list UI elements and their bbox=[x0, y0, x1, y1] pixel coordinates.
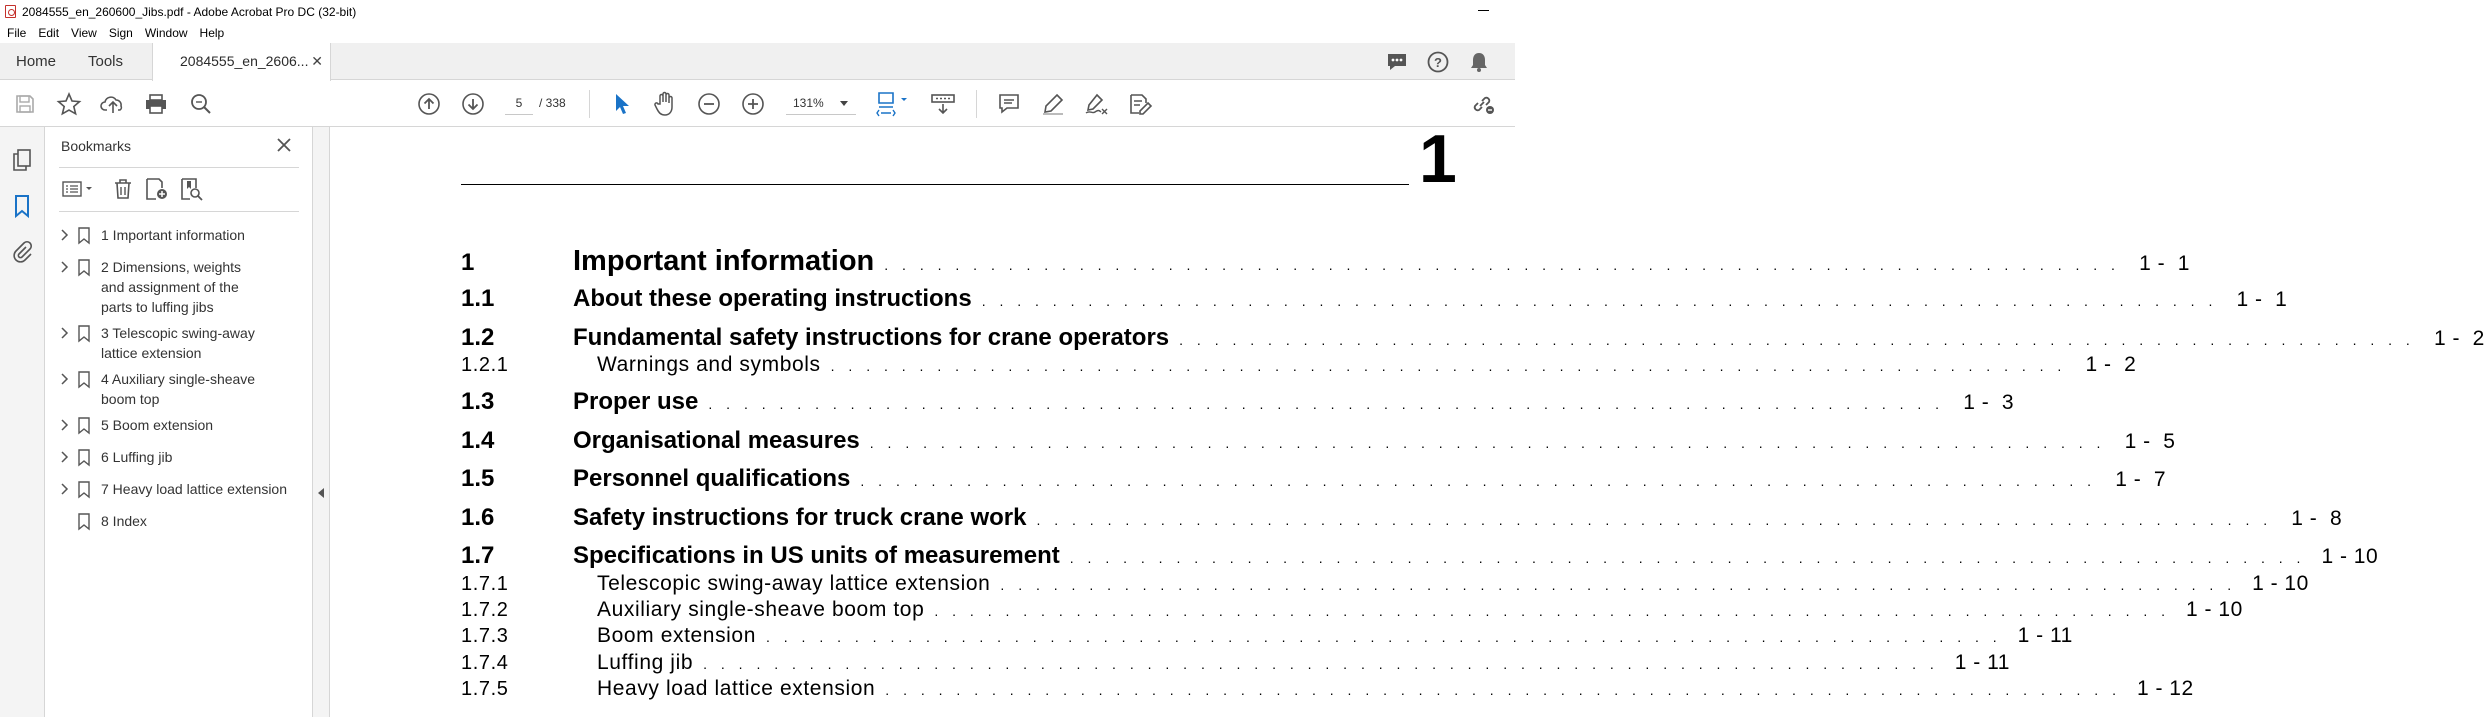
toc-leader-dots: . . . . . . . . . . . . . . . . . . . . . . . . . . . . . . . . . . . . . . . . . . . . . . . . . . . . . . . . . . . . . . . . . . . . . . bbox=[703, 656, 1939, 672]
edit-pdf-icon[interactable] bbox=[1127, 91, 1153, 117]
bookmark-icon bbox=[77, 225, 91, 245]
chevron-right-icon[interactable] bbox=[57, 369, 71, 389]
toc-entry[interactable] bbox=[461, 624, 2073, 648]
toc-page: 1 - 10 bbox=[2321, 545, 2379, 568]
document-page bbox=[331, 121, 2485, 717]
toc-entry[interactable] bbox=[461, 651, 2010, 675]
bookmarks-panel bbox=[45, 127, 313, 717]
help-icon[interactable] bbox=[1426, 50, 1450, 74]
zoom-level-select[interactable] bbox=[786, 91, 856, 115]
bookmark-label: 8 Index bbox=[101, 513, 147, 529]
page-thumbnails-icon[interactable] bbox=[10, 148, 34, 172]
menu-file[interactable]: File bbox=[7, 26, 27, 40]
bookmark-icon bbox=[77, 415, 91, 435]
toc-leader-dots: . . . . . . . . . . . . . . . . . . . . . . . . . . . . . . . . . . . . . . . . . . . . . . . . . . . . . . . . . . . . . . . . . . . . . . bbox=[934, 603, 2171, 619]
toc-leader-dots: . . . . . . . . . . . . . . . . . . . . . . . . . . . . . . . . . . . . . . . . . . . . . . . . . . . . . . . . . . . . . . . . . . . . . . bbox=[1000, 577, 2237, 593]
collapse-arrow-icon[interactable] bbox=[318, 488, 324, 498]
toc-number: 1.7 bbox=[461, 542, 495, 569]
bookmark-icon bbox=[77, 447, 91, 467]
bookmark-options-menu-icon[interactable] bbox=[59, 177, 97, 201]
chapter-number: 1 bbox=[1419, 121, 1457, 197]
bookmark-item[interactable] bbox=[57, 257, 307, 317]
toc-title: About these operating instructions bbox=[573, 285, 972, 312]
toc-number: 1.7.1 bbox=[461, 573, 509, 595]
bookmark-item[interactable] bbox=[57, 511, 307, 531]
chevron-spacer bbox=[57, 511, 71, 531]
toc-page: 1 - 8 bbox=[2291, 507, 2343, 530]
chevron-down-icon bbox=[840, 101, 848, 106]
bookmarks-panel-title: Bookmarks bbox=[61, 138, 132, 154]
toc-number: 1.5 bbox=[461, 465, 495, 492]
chevron-right-icon[interactable] bbox=[57, 225, 71, 245]
chevron-right-icon[interactable] bbox=[57, 479, 71, 499]
toc-number: 1.7.5 bbox=[461, 678, 509, 700]
toc-leader-dots: . . . . . . . . . . . . . . . . . . . . . . . . . . . . . . . . . . . . . . . . . . . . . . . . . . . . . . . . . . . . . . . . . . . . . . bbox=[830, 358, 2067, 374]
bookmark-icon bbox=[77, 323, 91, 343]
bookmark-item[interactable] bbox=[57, 415, 307, 435]
toc-entry[interactable] bbox=[461, 572, 2309, 596]
attachments-paperclip-icon[interactable] bbox=[10, 240, 34, 264]
bookmark-icon bbox=[77, 479, 91, 499]
toc-page: 1 - 2 bbox=[2433, 327, 2485, 350]
toc-page: 1 - 1 bbox=[2236, 288, 2288, 311]
draw-sign-icon[interactable] bbox=[1083, 91, 1109, 117]
star-icon[interactable] bbox=[56, 91, 82, 117]
toc-leader-dots: . . . . . . . . . . . . . . . . . . . . . . . . . . . . . . . . . . . . . . . . . . . . . . . . . . . . . . . . . . . . . . . . . . . . . . bbox=[766, 629, 2002, 645]
comment-bubble-icon[interactable] bbox=[1385, 50, 1409, 74]
window-title: 2084555_en_260600_Jibs.pdf - Adobe Acrobat Pro DC (32-bit) bbox=[22, 4, 357, 19]
share-link-icon[interactable] bbox=[1470, 91, 1496, 117]
bookmark-label: 4 Auxiliary single-sheave boom top bbox=[101, 371, 256, 407]
acrobat-file-icon bbox=[5, 5, 16, 18]
toc-number: 1 bbox=[461, 249, 475, 276]
bookmark-item[interactable] bbox=[57, 369, 307, 409]
notification-bell-icon[interactable] bbox=[1467, 50, 1491, 74]
main-toolbar bbox=[0, 81, 1515, 127]
add-comment-icon[interactable] bbox=[996, 91, 1022, 117]
fit-page-icon[interactable] bbox=[875, 91, 913, 117]
toc-leader-dots: . . . . . . . . . . . . . . . . . . . . . . . . . . . . . . . . . . . . . . . . . . . . . . . . . . . . . . . . . . . . . . . . . . . . . . bbox=[1179, 332, 2415, 348]
toc-number: 1.7.3 bbox=[461, 625, 509, 647]
previous-page-icon[interactable] bbox=[416, 91, 442, 117]
toc-number: 1.7.2 bbox=[461, 599, 509, 621]
bookmark-icon bbox=[77, 369, 91, 389]
toc-number: 1.7.4 bbox=[461, 652, 509, 674]
menu-sign[interactable]: Sign bbox=[108, 26, 133, 40]
bookmark-label: 6 Luffing jib bbox=[101, 449, 173, 465]
next-page-icon[interactable] bbox=[460, 91, 486, 117]
close-panel-icon[interactable] bbox=[275, 136, 293, 154]
toc-page: 1 - 5 bbox=[2124, 430, 2176, 453]
menu-edit[interactable]: Edit bbox=[38, 26, 60, 40]
upload-cloud-icon[interactable] bbox=[100, 91, 126, 117]
toc-title: Specifications in US units of measurement bbox=[573, 542, 1060, 569]
toc-title: Telescopic swing-away lattice extension bbox=[597, 572, 991, 595]
toc-title: Warnings and symbols bbox=[597, 353, 821, 376]
minimize-button[interactable] bbox=[1478, 10, 1489, 11]
divider bbox=[59, 167, 299, 168]
tab-document-label: 2084555_en_2606... bbox=[180, 53, 309, 69]
toc-leader-dots: . . . . . . . . . . . . . . . . . . . . . . . . . . . . . . . . . . . . . . . . . . . . . . . . . . . . . . . . . . . . . . . . . . . . . . bbox=[884, 257, 2120, 273]
toc-leader-dots: . . . . . . . . . . . . . . . . . . . . . . . . . . . . . . . . . . . . . . . . . . . . . . . . . . . . . . . . . . . . . . . . . . . . . . bbox=[869, 435, 2106, 451]
toc-number: 1.3 bbox=[461, 388, 495, 415]
toc-title: Fundamental safety instructions for crane operators bbox=[573, 324, 1170, 351]
toc-title: Boom extension bbox=[597, 624, 756, 647]
new-bookmark-icon[interactable] bbox=[144, 177, 170, 201]
tab-home[interactable]: Home bbox=[16, 53, 57, 70]
toc-page: 1 - 12 bbox=[2136, 677, 2194, 700]
select-cursor-icon[interactable] bbox=[608, 91, 634, 117]
tab-bar bbox=[0, 43, 1515, 80]
svg-text:?: ? bbox=[1434, 55, 1442, 70]
page-number-input[interactable]: 5 bbox=[505, 91, 533, 115]
chevron-right-icon[interactable] bbox=[57, 257, 71, 277]
bookmark-label: 5 Boom extension bbox=[101, 417, 214, 433]
bookmark-label: 2 Dimensions, weights and assignment of the parts to luffing jibs bbox=[101, 259, 242, 315]
divider bbox=[59, 211, 299, 212]
toc-leader-dots: . . . . . . . . . . . . . . . . . . . . . . . . . . . . . . . . . . . . . . . . . . . . . . . . . . . . . . . . . . . . . . . . . . . . . . bbox=[708, 396, 1945, 412]
highlight-pen-icon[interactable] bbox=[1040, 91, 1066, 117]
toc-entry[interactable] bbox=[461, 598, 2243, 622]
toc-entry[interactable] bbox=[461, 285, 2288, 313]
menu-window[interactable]: Window bbox=[144, 26, 188, 40]
toc-title: Proper use bbox=[573, 388, 699, 415]
toc-title: Important information bbox=[573, 245, 875, 277]
menu-help[interactable]: Help bbox=[199, 26, 225, 40]
toc-page: 1 - 3 bbox=[1963, 391, 2015, 414]
zoom-level-value: 131% bbox=[793, 96, 824, 110]
delete-bookmark-icon[interactable] bbox=[110, 177, 136, 201]
toc-entry[interactable] bbox=[461, 677, 2194, 701]
toc-leader-dots: . . . . . . . . . . . . . . . . . . . . . . . . . . . . . . . . . . . . . . . . . . . . . . . . . . . . . . . . . . . . . . . . . . . . . . bbox=[885, 682, 2121, 698]
toc-title: Safety instructions for truck crane work bbox=[573, 504, 1027, 531]
bookmark-label: 7 Heavy load lattice extension bbox=[101, 481, 287, 497]
chapter-rule bbox=[461, 184, 1409, 185]
hand-tool-icon[interactable] bbox=[652, 91, 678, 117]
toc-page: 1 - 1 bbox=[2139, 252, 2190, 275]
toc-entry[interactable] bbox=[461, 245, 2190, 278]
toc-entry[interactable] bbox=[461, 427, 2176, 455]
chevron-right-icon[interactable] bbox=[57, 447, 71, 467]
toc-page: 1 - 7 bbox=[2115, 468, 2167, 491]
toc-page: 1 - 11 bbox=[2017, 624, 2073, 647]
bookmark-item[interactable] bbox=[57, 447, 307, 467]
toc-number: 1.6 bbox=[461, 504, 495, 531]
bookmark-label: 1 Important information bbox=[101, 227, 245, 243]
find-bookmark-icon[interactable] bbox=[179, 177, 205, 201]
toc-number: 1.2.1 bbox=[461, 354, 509, 376]
toc-number: 1.1 bbox=[461, 285, 495, 312]
toc-entry[interactable] bbox=[461, 324, 2485, 352]
tab-close-icon[interactable]: ✕ bbox=[311, 53, 323, 69]
tab-tools[interactable]: Tools bbox=[88, 53, 124, 70]
toc-leader-dots: . . . . . . . . . . . . . . . . . . . . . . . . . . . . . . . . . . . . . . . . . . . . . . . . . . . . . . . . . . . . . . . . . . . . . . bbox=[1036, 512, 2273, 528]
toc-title: Auxiliary single-sheave boom top bbox=[597, 598, 925, 621]
bookmark-item[interactable] bbox=[57, 225, 307, 245]
bookmarks-panel-icon[interactable] bbox=[10, 194, 34, 218]
toc-page: 1 - 10 bbox=[2252, 572, 2309, 595]
toc-title: Personnel qualifications bbox=[573, 465, 851, 492]
page-total: / 338 bbox=[539, 96, 566, 110]
toc-entry[interactable] bbox=[461, 388, 2015, 416]
left-navigation-rail bbox=[0, 127, 45, 717]
toc-title: Luffing jib bbox=[597, 651, 694, 674]
toc-number: 1.2 bbox=[461, 324, 495, 351]
toc-entry[interactable] bbox=[461, 353, 2137, 377]
toc-leader-dots: . . . . . . . . . . . . . . . . . . . . . . . . . . . . . . . . . . . . . . . . . . . . . . . . . . . . . . . . . . . . . . . . . . . . . . bbox=[1069, 550, 2306, 566]
chevron-right-icon[interactable] bbox=[57, 323, 71, 343]
toc-entry[interactable] bbox=[461, 542, 2379, 570]
bookmark-item[interactable] bbox=[57, 479, 307, 499]
toc-title: Heavy load lattice extension bbox=[597, 677, 876, 700]
bookmark-icon bbox=[77, 257, 91, 277]
toc-page: 1 - 11 bbox=[1954, 651, 2010, 674]
toc-page: 1 - 10 bbox=[2186, 598, 2243, 621]
toc-entry[interactable] bbox=[461, 465, 2167, 493]
toc-page: 1 - 2 bbox=[2085, 353, 2137, 376]
toc-number: 1.4 bbox=[461, 427, 495, 454]
bookmark-label: 3 Telescopic swing-away lattice extension bbox=[101, 325, 255, 361]
menu-view[interactable]: View bbox=[71, 26, 97, 40]
toc-leader-dots: . . . . . . . . . . . . . . . . . . . . . . . . . . . . . . . . . . . . . . . . . . . . . . . . . . . . . . . . . . . . . . . . . . . . . . bbox=[981, 293, 2218, 309]
zoom-in-icon[interactable] bbox=[740, 91, 766, 117]
toolbar-divider bbox=[976, 90, 977, 118]
panel-collapse-splitter[interactable] bbox=[313, 127, 330, 717]
menu-bar bbox=[0, 23, 1515, 43]
title-bar bbox=[0, 0, 1515, 23]
zoom-out-icon[interactable] bbox=[696, 91, 722, 117]
save-icon[interactable] bbox=[12, 91, 38, 117]
toc-title: Organisational measures bbox=[573, 427, 860, 454]
toc-entry[interactable] bbox=[461, 504, 2343, 532]
toolbar-divider bbox=[589, 90, 590, 118]
bookmark-item[interactable] bbox=[57, 323, 307, 363]
bookmark-icon bbox=[77, 511, 91, 531]
tab-document[interactable] bbox=[152, 43, 331, 81]
scroll-mode-icon[interactable] bbox=[930, 91, 956, 117]
chevron-right-icon[interactable] bbox=[57, 415, 71, 435]
toc-leader-dots: . . . . . . . . . . . . . . . . . . . . . . . . . . . . . . . . . . . . . . . . . . . . . . . . . . . . . . . . . . . . . . . . . . . . . . bbox=[860, 473, 2097, 489]
search-zoom-icon[interactable] bbox=[188, 91, 214, 117]
print-icon[interactable] bbox=[143, 91, 169, 117]
